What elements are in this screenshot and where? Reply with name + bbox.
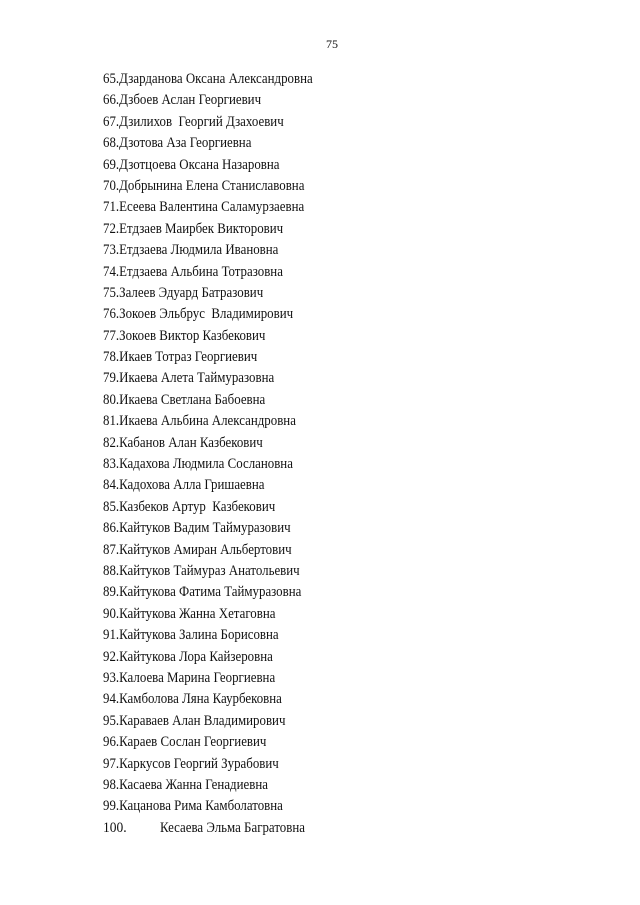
- list-item: 65.Дзарданова Оксана Александровна: [103, 71, 313, 87]
- list-item: 78.Икаев Тотраз Георгиевич: [103, 349, 258, 366]
- list-item: 67.Дзилихов Георгий Дзахоевич: [103, 113, 284, 130]
- page-number: 75: [326, 37, 338, 51]
- list-item: 88.Кайтуков Таймураз Анатольевич: [103, 562, 300, 579]
- list-item: 71.Есеева Валентина Саламурзаевна: [103, 199, 305, 216]
- list-item: 79.Икаева Алета Таймуразовна: [103, 370, 275, 387]
- list-item: 97.Каркусов Георгий Зурабович: [103, 755, 279, 772]
- list-item: 83.Кадахова Людмила Сослановна: [103, 456, 293, 473]
- list-item: 75.Залеев Эдуард Батразович: [103, 284, 264, 301]
- list-item: 80.Икаева Светлана Бабоевна: [103, 391, 266, 408]
- list-item: 90.Кайтукова Жанна Хетаговна: [103, 605, 276, 622]
- name-list: [103, 69, 623, 818]
- last-item-name: Кесаева Эльма Багратовна: [160, 820, 305, 836]
- list-item: 99.Кацанова Рима Камболатовна: [103, 798, 283, 815]
- last-list-item: [103, 818, 623, 839]
- list-item: 91.Кайтукова Залина Борисовна: [103, 627, 279, 644]
- list-item: 96.Караев Сослан Георгиевич: [103, 734, 267, 751]
- last-item-number: 100.: [103, 820, 127, 836]
- list-item: 74.Етдзаева Альбина Тотразовна: [103, 263, 283, 280]
- list-item: 98.Касаева Жанна Генадиевна: [103, 776, 268, 793]
- list-item: 92.Кайтукова Лора Кайзеровна: [103, 648, 273, 665]
- list-item: 93.Калоева Марина Георгиевна: [103, 669, 276, 686]
- list-item: 89.Кайтукова Фатима Таймуразовна: [103, 584, 302, 601]
- list-item: 95.Караваев Алан Владимирович: [103, 712, 286, 729]
- list-item: 70.Добрынина Елена Станиславовна: [103, 177, 305, 194]
- list-item: 82.Кабанов Алан Казбекович: [103, 434, 263, 451]
- list-item: 68.Дзотова Аза Георгиевна: [103, 135, 252, 152]
- list-item: 87.Кайтуков Амиран Альбертович: [103, 541, 292, 558]
- list-item: 69.Дзотцоева Оксана Назаровна: [103, 156, 280, 173]
- list-item: 86.Кайтуков Вадим Таймуразович: [103, 520, 291, 537]
- list-item: 72.Етдзаев Маирбек Викторович: [103, 220, 284, 237]
- list-item: 73.Етдзаева Людмила Ивановна: [103, 242, 279, 259]
- list-item: 94.Камболова Ляна Каурбековна: [103, 691, 282, 708]
- list-item: 85.Казбеков Артур Казбекович: [103, 498, 276, 515]
- list-item: 77.Зокоев Виктор Казбекович: [103, 327, 266, 344]
- list-item: 66.Дзбоев Аслан Георгиевич: [103, 92, 262, 109]
- list-item: 84.Кадохова Алла Гришаевна: [103, 477, 265, 494]
- list-item: 76.Зокоев Эльбрус Владимирович: [103, 306, 294, 323]
- list-item: 81.Икаева Альбина Александровна: [103, 413, 296, 430]
